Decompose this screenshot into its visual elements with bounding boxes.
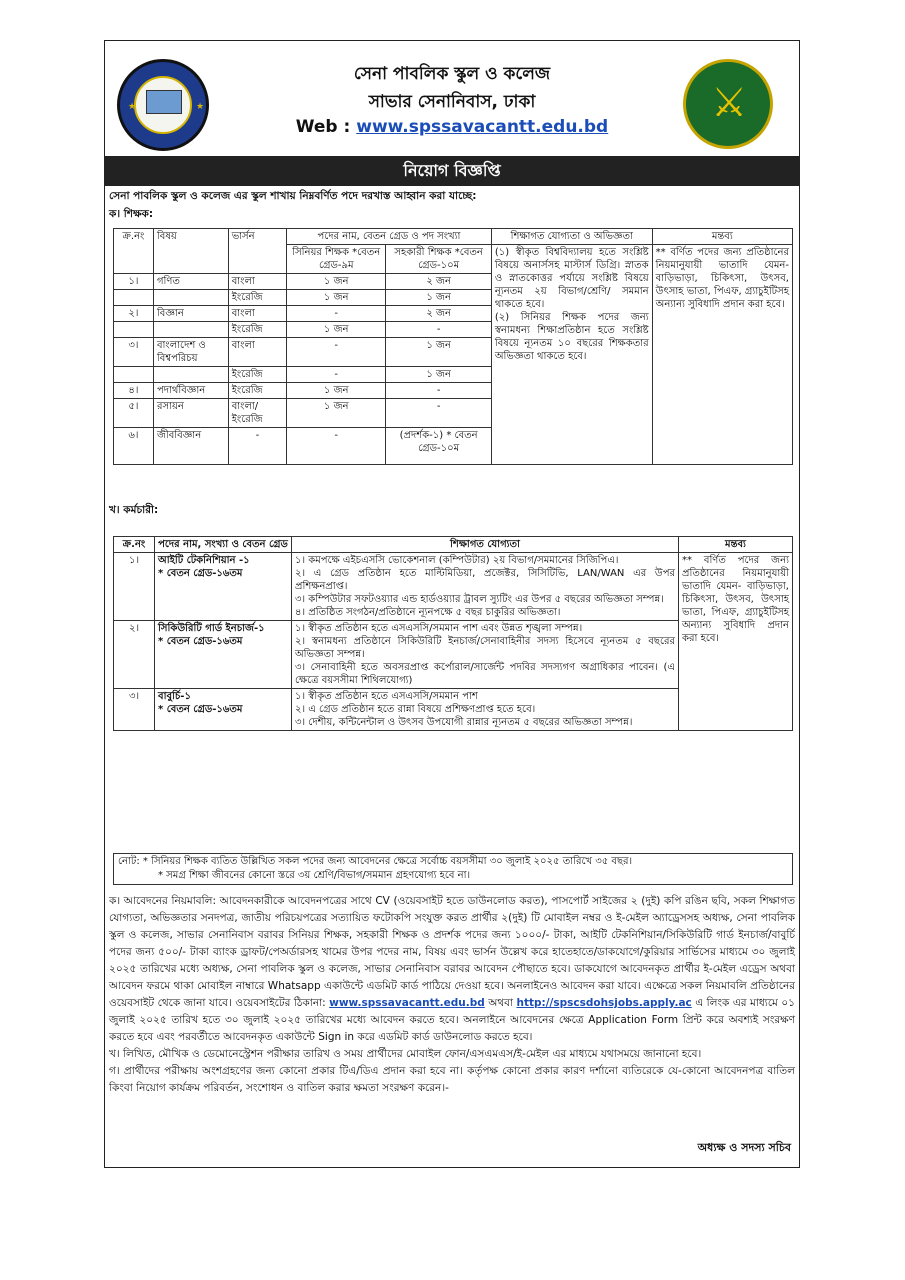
teacher-head-qual: শিক্ষাগত যোগ্যতা ও অভিজ্ঞতা xyxy=(491,229,652,245)
staff-col-qual: শিক্ষাগত যোগ্যতা xyxy=(292,537,679,553)
rules-c: গ। প্রার্থীদের পরীক্ষায় অংশগ্রহণের জন্য কোনো প্রকার টিএ/ডিএ প্রদান করা হবে না। কর্তৃপক্ষ কোনো প্রকার কারণ দর্শানো ব্যতিরেকে যে-কোনো আবেদনপত্র বাতিল কিংবা নিয়োগ কার্যক্রম পরিবর্তন, সংশোধন ও বাতিল করার ক্ষমতা সংরক্ষণ করেন।- xyxy=(109,1065,795,1094)
post-name: আইটি টেকনিশিয়ান -১ xyxy=(158,555,250,566)
row-senior: ১ জন xyxy=(287,290,386,306)
row-sl: ৪। xyxy=(114,383,154,399)
teacher-col-version: ভার্সন xyxy=(228,229,286,274)
row-version: ইংরেজি xyxy=(228,367,286,383)
post-grade: * বেতন গ্রেড-১৬তম xyxy=(158,568,243,579)
row-version: বাংলা xyxy=(228,338,286,367)
notice-document xyxy=(104,40,800,1168)
teacher-head-post: পদের নাম, বেতন গ্রেড ও পদ সংখ্যা xyxy=(287,229,492,245)
website-link-2[interactable]: http://spscsdohsjobs.apply.ac xyxy=(516,997,692,1009)
teacher-col-senior: সিনিয়র শিক্ষক *বেতন গ্রেড-৯ম xyxy=(287,245,386,274)
staff-col-sl: ক্র.নং xyxy=(114,537,155,553)
row-senior: - xyxy=(287,338,386,367)
teacher-qualification: (১) স্বীকৃত বিশ্ববিদ্যালয় হতে সংশ্লিষ্ট বিষয়ে অনার্সসহ মাস্টার্স ডিগ্রি। স্নাতক ও স্নাতকোত্তর পর্যায়ে সংশ্লিষ্ট বিষয়ে ন্যূনতম ২য় বিভাগ/শ্রেণি/ সমমান থাকতে হবে। (২) সিনিয়র শিক্ষক পদের জন্য স্বনামধন্য শিক্ষাপ্রতিষ্ঠান হতে সংশ্লিষ্ট বিষয়ে ন্যূনতম ১০ বছরের শিক্ষকতার অভিজ্ঞতা থাকতে হবে। xyxy=(491,245,652,465)
intro-text: সেনা পাবলিক স্কুল ও কলেজ এর স্কুল শাখায় নিম্নবর্ণিত পদে দরখাস্ত আহ্বান করা যাচ্ছে: xyxy=(109,190,477,202)
teacher-col-sl: ক্র.নং xyxy=(114,229,154,274)
application-rules xyxy=(105,889,799,1097)
table-row xyxy=(114,553,793,621)
row-version: ইংরেজি xyxy=(228,383,286,399)
school-name: সেনা পাবলিক স্কুল ও কলেজ xyxy=(353,64,551,84)
row-post xyxy=(155,621,292,689)
row-assistant: ১ জন xyxy=(386,367,491,383)
row-senior: - xyxy=(287,367,386,383)
army-emblem xyxy=(683,59,773,149)
teacher-remark: ** বর্ণিত পদের জন্য প্রতিষ্ঠানের নিয়মানুযায়ী ভাতাদি যেমন- বাড়িভাড়া, চিকিৎসা, উৎসব, উৎসাহ ভাতা, পিএফ, গ্র্যাচুইটিসহ অন্যান্য সুবিধাদি প্রদান করা হবে। xyxy=(652,245,792,465)
row-subject: বিজ্ঞান xyxy=(153,306,228,322)
row-senior: ১ জন xyxy=(287,274,386,290)
row-qual: ১। স্বীকৃত প্রতিষ্ঠান হতে এসএসসি/সমমান পাশ ২। এ গ্রেড প্রতিষ্ঠান হতে রান্না বিষয়ে প্রশিক্ষণপ্রাপ্ত হতে হবে। ৩। দেশীয়, কন্টিনেন্টাল ও উৎসব উপযোগী রান্নার ন্যূনতম ৫ বছরের অভিজ্ঞতা সম্পন্ন। xyxy=(292,689,679,731)
row-version: বাংলা xyxy=(228,274,286,290)
row-version: ইংরেজি xyxy=(228,322,286,338)
teacher-table xyxy=(113,228,793,465)
rules-b: খ। লিখিত, মৌখিক ও ডেমোনেস্ট্রেশন পরীক্ষার তারিখ ও সময় প্রার্থীদের মোবাইল ফোন/এসএমএস/ই-মেইল এর মাধ্যমে যথাসময়ে জানানো হবে। xyxy=(109,1048,702,1060)
row-sl: ৬। xyxy=(114,428,154,465)
row-assistant: ১ জন xyxy=(386,338,491,367)
row-post xyxy=(155,689,292,731)
note-line-2: * সমগ্র শিক্ষা জীবনের কোনো স্তরে ৩য় শ্রেণি/বিভাগ/সমমান গ্রহণযোগ্য হবে না। xyxy=(158,870,471,881)
row-qual: ১। স্বীকৃত প্রতিষ্ঠান হতে এসএসসি/সমমান পাশ এবং উন্নত শৃঙ্খলা সম্পন্ন। ২। স্বনামধন্য প্রতিষ্ঠানে সিকিউরিটি ইনচার্জ/সেনাবাহিনীর সদস্য হিসেবে ন্যূনতম ৫ বছরের অভিজ্ঞতা সম্পন্ন। ৩। সেনাবাহিনী হতে অবসরপ্রাপ্ত কর্পোরাল/সার্জেন্ট পদবির সদস্যগণ অগ্রাধিকার পাবেন। (এ ক্ষেত্রে বয়সসীমা শিথিলযোগ্য) xyxy=(292,621,679,689)
row-assistant: - xyxy=(386,322,491,338)
row-sl xyxy=(114,367,154,383)
row-subject: গণিত xyxy=(153,274,228,290)
website-link[interactable]: www.spssavacantt.edu.bd xyxy=(356,117,609,137)
post-grade: * বেতন গ্রেড-১৬তম xyxy=(158,704,243,715)
teacher-head-remark: মন্তব্য xyxy=(652,229,792,245)
rules-a-tail: এ লিংক এর মাধ্যমে ০১ জুলাই ২০২৫ তারিখ হতে ৩০ জুলাই ২০২৫ তারিখের মধ্যে আবেদন করতে হবে। অনলাইনে আবেদনের ক্ষেত্রে Application Form প্রিন্ট করে অবশ্যই সংরক্ষণ করতে হবে এবং পরবর্তীতে আবেদনকৃত একাউন্টে Sign in করে এডমিট কার্ড ডাউনলোড করতে হবে। xyxy=(109,997,795,1043)
row-assistant: (প্রদর্শক-১) * বেতন গ্রেড-১০ম xyxy=(386,428,491,465)
row-sl xyxy=(114,290,154,306)
notice-title-banner: নিয়োগ বিজ্ঞপ্তি xyxy=(105,156,799,186)
row-subject: জীববিজ্ঞান xyxy=(153,428,228,465)
row-senior: ১ জন xyxy=(287,322,386,338)
star-icon: ★ xyxy=(128,102,137,112)
rules-a: ক। আবেদনের নিয়মাবলি: আবেদনকারীকে আবেদনপত্রের সাথে CV (ওয়েবসাইট হতে ডাউনলোড করত), পাসপোর্ট সাইজের ২ (দুই) কপি রঙিন ছবি, সকল শিক্ষাগত যোগ্যতা, অভিজ্ঞতার সনদপত্র, জাতীয় পরিচয়পত্রের সত্যায়িত ফটোকপি সংযুক্ত করত প্রার্থীর ২(দুই) টি মোবাইল নম্বর ও ই-মেইল অ্যাড্রেসসহ অধ্যক্ষ, সেনা পাবলিক স্কুল ও কলেজ, সাভার সেনানিবাস বরাবর সিনিয়র শিক্ষক, সহকারী শিক্ষক ও প্রদর্শক পদের জন্য ১০০০/- টাকা, আইটি টেকনিশিয়ান/সিকিউরিটি গার্ড ইনচার্জ/বাবুর্চি পদের জন্য ৫০০/- টাকা ব্যাংক ড্রাফট/পেঅর্ডারসহ খামের উপর পদের নাম, বিষয় এবং ভার্সন উল্লেখ করে হাতেহাতে/ডাকযোগে/কুরিয়ার সার্ভিসের মাধ্যমে ৩০ জুলাই ২০২৫ তারিখের মধ্যে অধ্যক্ষ, সেনা পাবলিক স্কুল ও কলেজ, সাভার সেনানিবাস বরাবর আবেদন পৌছাতে হবে। ডাকযোগে আবেদনকৃত প্রার্থীর ই-মেইল এড্রেস অথবা আবেদন ফরমে থাকা মোবাইল নাম্বারে Whatsapp একাউন্টে এডমিট কার্ড পাঠিয়ে দেওয়া হবে। অনলাইনেও আবেদন করা যাবে। এক্ষেত্রে সকল নিয়মাবলি প্রতিষ্ঠানের ওয়েবসাইট থেকে জানা যাবে। ওয়েবসাইটের ঠিকানা: xyxy=(109,895,795,1009)
note-line-1: নোট: * সিনিয়র শিক্ষক ব্যতিত উল্লিখিত সকল পদের জন্য আবেদনের ক্ষেত্রে সর্বোচ্চ বয়সসীমা ৩০ জুলাই ২০২৫ তারিখে ৩৫ বছর। xyxy=(118,856,633,867)
teacher-col-subject: বিষয় xyxy=(153,229,228,274)
row-version: বাংলা/ ইংরেজি xyxy=(228,399,286,428)
staff-table xyxy=(113,536,793,731)
section-b-label: খ। কর্মচারী: xyxy=(109,504,159,516)
staff-col-post: পদের নাম, সংখ্যা ও বেতন গ্রেড xyxy=(155,537,292,553)
section-a-label: ক। শিক্ষক: xyxy=(109,208,154,220)
row-sl: ৫। xyxy=(114,399,154,428)
row-subject xyxy=(153,290,228,306)
teacher-col-assistant: সহকারী শিক্ষক *বেতন গ্রেড-১০ম xyxy=(386,245,491,274)
row-sl: ১। xyxy=(114,274,154,290)
row-senior: - xyxy=(287,306,386,322)
row-sl: ২। xyxy=(114,621,155,689)
post-name: সিকিউরিটি গার্ড ইনচার্জ-১ xyxy=(158,623,265,634)
row-version: বাংলা xyxy=(228,306,286,322)
row-senior: ১ জন xyxy=(287,399,386,428)
row-sl xyxy=(114,322,154,338)
row-assistant: ২ জন xyxy=(386,306,491,322)
rules-or: অথবা xyxy=(484,997,517,1009)
row-sl: ২। xyxy=(114,306,154,322)
web-label: Web : xyxy=(295,117,357,137)
staff-col-remark: মন্তব্য xyxy=(679,537,793,553)
row-version: - xyxy=(228,428,286,465)
row-assistant: ১ জন xyxy=(386,290,491,306)
row-qual: ১। কমপক্ষে এইচএসসি ভোকেশনাল (কম্পিউটার) ২য় বিভাগ/সমমানের সিজিপিএ। ২। এ গ্রেড প্রতিষ্ঠান হতে মাল্টিমিডিয়া, প্রজেক্টর, সিসিটিভি, LAN/WAN এর উপর প্রশিক্ষনপ্রাপ্ত। ৩। কম্পিউটার সফটওয়্যার এন্ড হার্ডওয়্যার ট্রাবল স্যুটিং এর উপর ৫ বছরের অভিজ্ঞতা সম্পন্ন। ৪। প্রতিষ্ঠিত সংগঠন/প্রতিষ্ঠানে ন্যূনপক্ষে ৫ বছর চাকুরির অভিজ্ঞতা। xyxy=(292,553,679,621)
row-sl: ৩। xyxy=(114,689,155,731)
row-assistant: ২ জন xyxy=(386,274,491,290)
row-post xyxy=(155,553,292,621)
star-icon: ★ xyxy=(196,102,205,112)
staff-remark: ** বর্ণিত পদের জন্য প্রতিষ্ঠানের নিয়মানুযায়ী ভাতাদি যেমন- বাড়িভাড়া, চিকিৎসা, উৎসব, উৎসাহ ভাতা, পিএফ, গ্র্যাচুইটিসহ অন্যান্য সুবিধাদি প্রদান করা হবে। xyxy=(679,553,793,731)
row-assistant: - xyxy=(386,383,491,399)
post-name: বাবুর্চি-১ xyxy=(158,691,191,702)
row-sl: ৩। xyxy=(114,338,154,367)
row-sl: ১। xyxy=(114,553,155,621)
row-subject: পদার্থবিজ্ঞান xyxy=(153,383,228,399)
post-grade: * বেতন গ্রেড-১৬তম xyxy=(158,636,243,647)
website-link-1[interactable]: www.spssavacantt.edu.bd xyxy=(329,997,485,1009)
school-location: সাভার সেনানিবাস, ঢাকা xyxy=(368,92,536,112)
crossed-swords-icon: ⚔ xyxy=(711,80,747,126)
row-assistant: - xyxy=(386,399,491,428)
row-subject xyxy=(153,322,228,338)
row-senior: - xyxy=(287,428,386,465)
row-senior: ১ জন xyxy=(287,383,386,399)
signature: অধ্যক্ষ ও সদস্য সচিব xyxy=(697,1141,791,1154)
row-subject xyxy=(153,367,228,383)
row-subject: বাংলাদেশ ও বিশ্বপরিচয় xyxy=(153,338,228,367)
row-subject: রসায়ন xyxy=(153,399,228,428)
row-version: ইংরেজি xyxy=(228,290,286,306)
age-note xyxy=(113,853,793,885)
header xyxy=(105,41,799,157)
